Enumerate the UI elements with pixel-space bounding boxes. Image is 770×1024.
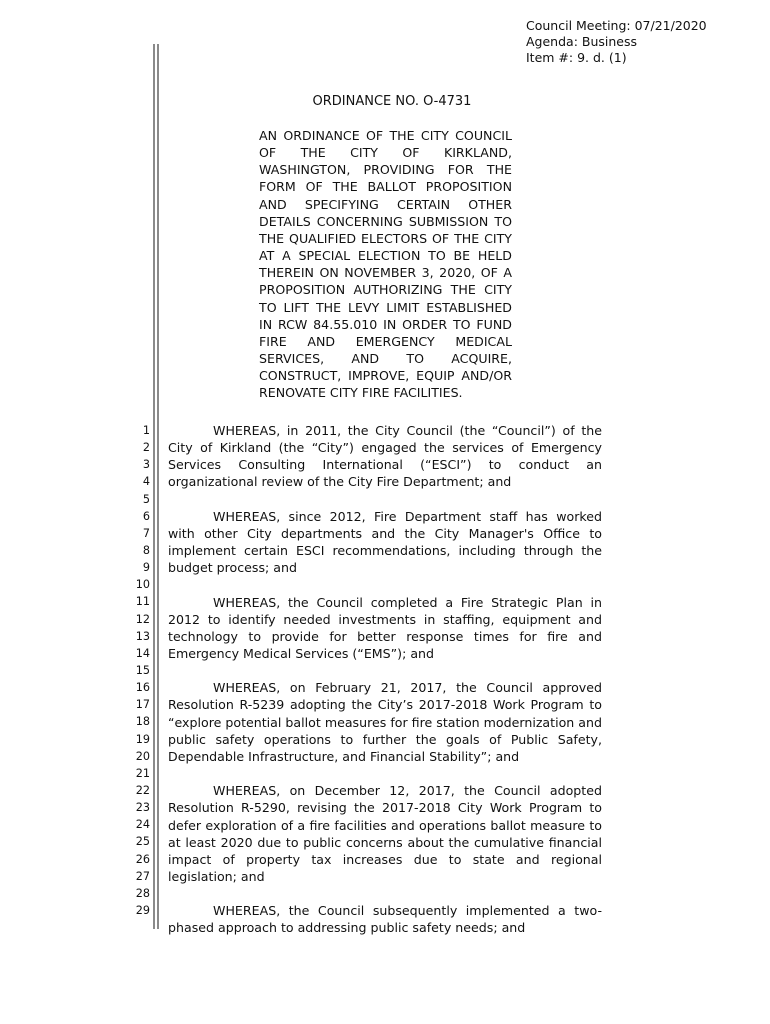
line-numbers bbox=[120, 422, 150, 919]
line-number: 24 bbox=[135, 818, 150, 832]
whereas-paragraph-5: WHEREAS, on December 12, 2017, the Council adopted Resolution R-5290, revising the 2017-2018 City Work Program to defer exploration of a fire facilities and operations ballot measure to at least 2020 due to public concerns about the cumulative financial impact of property tax increases due to state and regional legislation; and bbox=[168, 783, 602, 884]
line-number: 2 bbox=[142, 441, 150, 455]
line-number: 21 bbox=[135, 766, 150, 780]
item-number: Item #: 9. d. (1) bbox=[526, 50, 627, 65]
line-number: 29 bbox=[135, 903, 150, 917]
line-number: 7 bbox=[142, 526, 150, 540]
line-number: 14 bbox=[135, 646, 150, 660]
line-number: 18 bbox=[135, 715, 150, 729]
line-number: 6 bbox=[142, 509, 150, 523]
line-number: 19 bbox=[135, 732, 150, 746]
line-number: 9 bbox=[142, 561, 150, 575]
ordinance-caption: AN ORDINANCE OF THE CITY COUNCIL OF THE CITY OF KIRKLAND, WASHINGTON, PROVIDING FOR THE FORM OF THE BALLOT PROPOSITION AND SPECIFYING CERTAIN OTHER DETAILS CONCERNING SUBMISSION TO THE QUALIFIED ELECTORS OF THE CITY AT A SPECIAL ELECTION TO BE HELD THEREIN ON NOVEMBER 3, 2020, OF A PROPOSITION AUTHORIZING THE CITY TO LIFT THE LEVY LIMIT ESTABLISHED IN RCW 84.55.010 IN ORDER TO FUND FIRE AND EMERGENCY MEDICAL SERVICES, AND TO ACQUIRE, CONSTRUCT, IMPROVE, EQUIP AND/OR RENOVATE CITY FIRE FACILITIES. bbox=[259, 128, 512, 401]
line-number: 25 bbox=[135, 835, 150, 849]
line-number: 27 bbox=[135, 869, 150, 883]
line-number: 5 bbox=[142, 492, 150, 506]
line-number: 20 bbox=[135, 749, 150, 763]
line-number: 3 bbox=[142, 458, 150, 472]
line-number: 28 bbox=[135, 886, 150, 900]
line-number: 17 bbox=[135, 698, 150, 712]
line-number: 10 bbox=[135, 578, 150, 592]
line-number: 1 bbox=[142, 424, 150, 437]
ordinance-title: ORDINANCE NO. O-4731 bbox=[312, 94, 472, 109]
line-number: 8 bbox=[142, 543, 150, 557]
line-number: 11 bbox=[135, 595, 150, 609]
margin-rule-outer bbox=[153, 44, 155, 929]
line-number: 26 bbox=[135, 852, 150, 866]
line-number: 16 bbox=[135, 681, 150, 695]
line-number: 4 bbox=[142, 475, 150, 489]
whereas-paragraph-4: WHEREAS, on February 21, 2017, the Council approved Resolution R-5239 adopting the City’s 2017-2018 Work Program to “explore potential ballot measures for fire station modernization and public safety operations to further the goals of Public Safety, Dependable Infrastructure, and Financial Stability”; and bbox=[168, 680, 602, 764]
agenda-type: Agenda: Business bbox=[526, 34, 637, 49]
line-number: 15 bbox=[135, 663, 150, 677]
line-number: 23 bbox=[135, 801, 150, 815]
ordinance-body bbox=[168, 422, 602, 937]
line-number: 13 bbox=[135, 629, 150, 643]
meeting-date: Council Meeting: 07/21/2020 bbox=[526, 18, 707, 33]
whereas-paragraph-6: WHEREAS, the Council subsequently implemented a two-phased approach to addressing public safety needs; and bbox=[168, 903, 602, 936]
whereas-paragraph-1: WHEREAS, in 2011, the City Council (the “Council”) of the City of Kirkland (the “City”) engaged the services of Emergency Services Consulting International (“ESCI”) to conduct an organizational review of the City Fire Department; and bbox=[168, 423, 602, 490]
margin-rule-inner bbox=[157, 44, 159, 929]
line-number: 22 bbox=[135, 783, 150, 797]
agenda-header bbox=[526, 18, 707, 66]
whereas-paragraph-2: WHEREAS, since 2012, Fire Department staff has worked with other City departments and the City Manager's Office to implement certain ESCI recommendations, including through the budget process; and bbox=[168, 508, 602, 576]
whereas-paragraph-3: WHEREAS, the Council completed a Fire Strategic Plan in 2012 to identify needed investments in staffing, equipment and technology to provide for better response times for fire and Emergency Medical Services (“EMS”); and bbox=[168, 594, 602, 661]
line-number: 12 bbox=[135, 612, 150, 626]
